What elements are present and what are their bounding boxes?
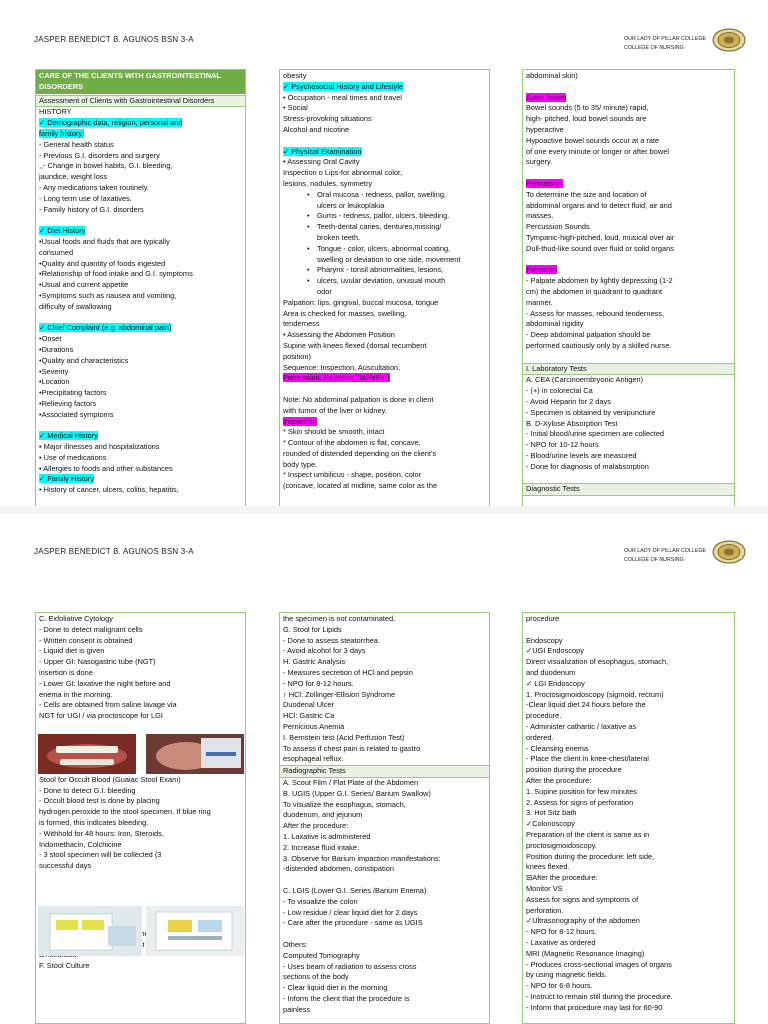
text-line: ✓ Chief Complaint (e.g. abdominal pain) xyxy=(39,323,172,333)
notes-column-1 xyxy=(35,69,246,507)
text-line: Sequence: Inspection, Auscultation, xyxy=(283,362,401,372)
text-line: - Blood/urine levels are measured xyxy=(526,450,637,460)
stool-test-kit-photo xyxy=(146,906,244,956)
text-line: Endoscopy xyxy=(526,635,563,645)
text-line: broken teeth. xyxy=(317,232,361,242)
text-line: position) xyxy=(283,351,311,361)
text-line: •Associated symptoms xyxy=(39,409,114,419)
text-line: Position during the procedure: left side, xyxy=(526,851,655,861)
text-line: C. Exfoliative Cytology xyxy=(39,614,113,623)
college-seal-icon xyxy=(712,28,746,52)
text-line: • Use of medications xyxy=(39,452,107,462)
text-line: 3. Hot Sitz bath xyxy=(526,808,577,818)
text-line: - Avoid alcohol for 3 days xyxy=(283,646,366,656)
text-line: - (+) in colorectal Ca xyxy=(526,386,593,396)
text-line: To visualize the esophagus, stomach, xyxy=(283,799,406,809)
text-line: Alcohol and nicotine xyxy=(283,124,350,134)
text-line: Preparation of the client is same as in xyxy=(526,829,650,839)
blank-line xyxy=(526,352,731,363)
text-line: - Liquid diet is given xyxy=(39,646,105,656)
text-line: • Gums - redness, pallor, ulcers, bleeding. xyxy=(307,211,450,221)
text-line: - NPO for 10-12 hours xyxy=(526,440,599,450)
text-line: • Allergies to foods and other substances xyxy=(39,463,173,473)
text-line: • Assessing the Abdomen Position xyxy=(283,330,395,340)
text-line: Tympanic-high-pitched, loud, musical over air xyxy=(526,232,675,242)
text-line: B. D-Xylose Absorption Test xyxy=(526,418,618,428)
text-line: - 3 stool specimen will be collected (3 xyxy=(39,850,162,860)
text-line: - Family history of G.I. disorders xyxy=(39,204,144,214)
text-line: rounded of distended depending on the client's xyxy=(283,448,437,458)
document-page-2 xyxy=(0,512,768,1024)
text-line: • Tongue - color, ulcers, abnormal coating, xyxy=(307,243,451,253)
text-line: - Uses beam of radiation to assess cross xyxy=(283,961,417,971)
college-seal-icon xyxy=(712,540,746,564)
text-line: •Durations xyxy=(39,344,74,354)
text-line: - Previous G.I. disorders and surgery xyxy=(39,150,160,160)
text-line: - Lower GI: laxative the night before and xyxy=(39,678,171,688)
text-line: - Assess for masses, rebound tenderness, xyxy=(526,308,665,318)
text-line: ulcers or leukoplakia xyxy=(317,200,385,210)
text-line: After the procedure: xyxy=(283,821,349,831)
text-line: 3. Observe for Barium impaction manifestations: xyxy=(283,853,441,863)
text-line: * Inspect umbilicus - shape, position, color xyxy=(283,470,422,480)
text-line: A. Scout Film / Flat Plate of the Abdomen xyxy=(283,777,419,787)
school-name xyxy=(624,35,706,53)
text-line: A. CEA (Carcinoembryonic Antigen) xyxy=(526,375,644,385)
text-line: - Care after the procedure - same as UGIS xyxy=(283,918,423,928)
text-line: 2. Increase fluid intake. xyxy=(283,842,360,852)
text-line: Supine with knees flexed (dorsal recumbent xyxy=(283,340,427,350)
blank-line xyxy=(526,472,731,483)
text-line: - Any medications taken routinely. xyxy=(39,182,149,192)
text-line: Note: No abdominal palpation is done in client xyxy=(283,394,434,404)
blank-line xyxy=(526,625,731,636)
blank-line xyxy=(283,136,486,147)
text-line: Palpation xyxy=(526,265,557,275)
text-line: •Severity xyxy=(39,366,69,376)
text-line: NGT for UGI / via proctoscope for LGI xyxy=(39,711,163,721)
text-line: surgery. xyxy=(526,157,553,167)
text-line: successful days xyxy=(39,861,92,871)
text-line: performed cautiously only by a skilled nurse. xyxy=(526,340,672,350)
notes-column-2 xyxy=(279,69,490,507)
text-line: MRI (Magnetic Resonance Imaging) xyxy=(526,948,645,958)
text-line: •Usual and current appetite xyxy=(39,280,129,290)
text-line: - Done for diagnosis of malabsorption xyxy=(526,461,649,471)
blank-line xyxy=(526,168,731,179)
text-line: abdominal organs and to detect fluid, air and xyxy=(526,200,672,210)
text-line: •Symptoms such as nausea and vomiting, xyxy=(39,290,177,300)
text-line: Hypoactive bowel sounds occur at a rate xyxy=(526,135,660,145)
text-line: Inspection o Lips-for abnormal color, xyxy=(283,168,403,178)
section-heading: Diagnostic Tests xyxy=(523,483,734,496)
text-line: •Precipitating factors xyxy=(39,388,107,398)
notes-column-2 xyxy=(279,612,490,1024)
text-line: - NPO for 8-12 hours. xyxy=(526,927,597,937)
student-name: JASPER BENEDICT B. AGUNOS BSN 3-A xyxy=(34,547,194,556)
notes-column-3 xyxy=(522,612,735,1024)
text-line: (concave, located at midline, same color as the xyxy=(283,481,438,491)
bullet-icon: • xyxy=(307,276,310,286)
text-line: of one every minute or longer or after bowel xyxy=(526,146,669,156)
text-line: - NPO for 6-8 hours. xyxy=(526,981,593,991)
text-line: -Clear liquid diet 24 hours before the xyxy=(526,700,646,710)
text-line: HISTORY xyxy=(39,107,72,117)
text-line: ✓ Psychosocial History and Lifestyle xyxy=(283,81,403,91)
bullet-icon: • xyxy=(307,222,310,232)
text-line: •Relieving factors xyxy=(39,398,97,408)
text-line: 1. Supine position for few minutes xyxy=(526,786,637,796)
text-line: •Relationship of food intake and G.I. symptoms xyxy=(39,269,193,279)
text-line: - Laxative as ordered xyxy=(526,937,596,947)
text-line: B. UGIS (Upper G.I. Series/ Barium Swallow) xyxy=(283,788,431,798)
text-line: - Written consent is obtained xyxy=(39,635,133,645)
text-line: hydrogen peroxide to the stool specimen. If blue ring xyxy=(39,807,211,817)
text-line: - General health status xyxy=(39,139,114,149)
text-line: - Done to assess steatorrhea. xyxy=(283,635,380,645)
text-line: - Cleansing enema. xyxy=(526,743,591,753)
text-line: procedure xyxy=(526,614,560,623)
text-line: I. Bernstein test (Acid Perfusion Test) xyxy=(283,732,405,742)
text-line: Others: xyxy=(283,939,308,949)
text-line: ⊟After the procedure: xyxy=(526,873,598,883)
text-line: - Initial blood/urine specimen are collected xyxy=(526,429,665,439)
text-line: abdominal skin) xyxy=(526,71,578,80)
text-line: Palpation: lips, gingival, buccal mucosa, tongue xyxy=(283,297,439,307)
blank-line xyxy=(283,929,486,940)
text-line: ✓ Family History xyxy=(39,474,95,484)
text-line: - Measures secretion of HCl and pepsin xyxy=(283,667,413,677)
text-line: - To visualize the colon xyxy=(283,896,358,906)
text-line: obesity xyxy=(283,71,307,80)
text-line: H. Gastric Analysis xyxy=(283,657,346,667)
text-line: ✓Colonoscopy xyxy=(526,819,575,829)
text-line: manner. xyxy=(526,297,553,307)
text-line: Direct visualization of esophagus, stomach, xyxy=(526,657,669,667)
school-line-1: OUR LADY OF PILLAR COLLEGE xyxy=(624,36,707,42)
blank-line xyxy=(526,82,731,93)
text-line: painless xyxy=(283,1004,311,1014)
text-line: consumed xyxy=(39,247,74,257)
procedure-photo xyxy=(146,734,244,774)
text-line: 1. Laxative is administered xyxy=(283,831,371,841)
text-line: - Palpate abdomen by lightly depressing (1-2 xyxy=(526,276,673,286)
text-line: proctosigmoidoscopy. xyxy=(526,840,597,850)
text-line: enema in the morning. xyxy=(39,689,113,699)
text-line: Area is checked for masses, swelling, xyxy=(283,308,407,318)
text-line: esophageal reflux. xyxy=(283,754,344,764)
text-line: - Long term use of laxatives. xyxy=(39,193,132,203)
page-separator xyxy=(0,506,768,514)
text-line: - Administer cathartic / laxative as xyxy=(526,721,637,731)
text-line: - Deep abdominal palpation should be xyxy=(526,330,651,340)
text-line: Stool for Occult Blood (Guaiac Stool Exam) xyxy=(39,774,181,784)
text-line: odor xyxy=(317,286,332,296)
text-line: perforation. xyxy=(526,905,564,915)
text-line: - Inform that procedure may last for 60-90 xyxy=(526,1002,663,1012)
mouth-photo xyxy=(38,734,136,774)
text-line: ✓ Diet History xyxy=(39,226,86,236)
text-line: Monitor VS xyxy=(526,883,563,893)
text-line: - Done to detect G.I. bleeding xyxy=(39,785,136,795)
section-subtitle: Assessment of Clients with Gastrointestinal Disorders xyxy=(36,95,245,108)
text-line: •Location xyxy=(39,377,70,387)
text-line: - NPO for 8-12 hours. xyxy=(283,678,354,688)
text-line: and duodenum xyxy=(526,667,576,677)
text-line: • Major illnesses and hospitalizations xyxy=(39,442,160,452)
blank-line xyxy=(39,215,242,226)
text-line: After the procedure: xyxy=(526,775,592,785)
text-line: Stress-provoking situations xyxy=(283,114,372,124)
text-line: Pernicious Anemia xyxy=(283,721,345,731)
text-line: ordered. xyxy=(526,732,554,742)
text-line: ✓ Demographic data, religion, personal and xyxy=(39,118,183,128)
text-line: - Upper GI: Nasogastric tube (NGT) xyxy=(39,657,156,667)
school-line-2: COLLEGE OF NURSING xyxy=(624,45,684,51)
text-line: G. Stool for Lipids xyxy=(283,624,342,634)
text-line: Percussion Sounds xyxy=(526,222,590,232)
text-line: Percussion xyxy=(526,178,563,188)
stool-test-card-photo xyxy=(38,906,142,956)
text-line: • Occupation - meal times and travel xyxy=(283,92,402,102)
text-line: insertion is done xyxy=(39,667,93,677)
text-line: •Quality and characteristics xyxy=(39,355,129,365)
text-line: •Usual foods and fluids that are typically xyxy=(39,236,170,246)
text-line: sections of the body xyxy=(283,972,349,982)
text-line: •Quality and quantity of foods ingested xyxy=(39,258,166,268)
text-line: * Contour of the abdomen is flat, concave, xyxy=(283,438,421,448)
text-line: Percussion, Palpation("IAPePa") xyxy=(283,373,390,383)
text-line: • Assessing Oral Cavity xyxy=(283,157,360,167)
text-line: ✓ Physical Examination xyxy=(283,146,362,156)
text-line: swelling or deviation to one side, movement xyxy=(317,254,461,264)
text-line: Bowel sounds (5 to 35/ minute) rapid, xyxy=(526,103,649,113)
text-line: position during the procedure xyxy=(526,765,622,775)
text-line: Auscultation xyxy=(526,92,567,102)
text-line: tenderness xyxy=(283,319,320,329)
text-line: - Withhold for 48 hours: Iron, Steroids, xyxy=(39,828,164,838)
text-line: high- pitched, loud bowel sounds are xyxy=(526,114,647,124)
text-line: • Social xyxy=(283,103,308,113)
text-line: HCl: Gastric Ca xyxy=(283,711,335,721)
text-line: Dull-thud-like sound over fluid or solid organs xyxy=(526,243,674,253)
section-title: CARE OF THE CLIENTS WITH GASTROINTESTINAL DISORDERS xyxy=(36,70,245,94)
bullet-icon: • xyxy=(307,211,310,221)
text-line: To determine the size and location of xyxy=(526,189,647,199)
text-line: 1. Proctosigmoidoscopy (sigmoid, rectum) xyxy=(526,689,664,699)
blank-line xyxy=(39,421,242,432)
text-line: hyperactive xyxy=(526,124,564,134)
bullet-icon: • xyxy=(307,265,310,275)
notes-column-3 xyxy=(522,69,735,507)
text-line: Inspection xyxy=(283,416,317,426)
text-line: the specimen is not contaminated. xyxy=(283,614,396,623)
text-line: - Inform the client that the procedure is xyxy=(283,993,410,1003)
text-line: ✓ LGI Endoscopy xyxy=(526,678,585,688)
text-line: procedure. xyxy=(526,711,562,721)
blank-line xyxy=(283,875,486,886)
text-line: - Place the client in knee-chest/lateral xyxy=(526,754,649,764)
text-line: * Skin should be smooth, intact xyxy=(283,427,385,437)
school-line-1: OUR LADY OF PILLAR COLLEGE xyxy=(624,548,707,554)
blank-line xyxy=(39,313,242,324)
school-line-2: COLLEGE OF NURSING xyxy=(624,557,684,563)
text-line: abdominal rigidity xyxy=(526,319,584,329)
text-line: ✓ Medical History xyxy=(39,431,98,441)
text-line: duodenum, and jejunum xyxy=(283,810,363,820)
text-line: - Cells are obtained from saline lavage via xyxy=(39,700,177,710)
text-line: Computed Tomography xyxy=(283,950,360,960)
text-line: with tumor of the liver or kidney. xyxy=(283,405,387,415)
text-line: family history: xyxy=(39,128,85,138)
text-line: To assess if chest pain is related to gastro xyxy=(283,743,421,753)
text-line: -distended abdomen, constipation xyxy=(283,864,394,874)
section-heading: I. Laboratory Tests xyxy=(523,363,734,376)
bullet-icon: • xyxy=(307,243,310,253)
student-name: JASPER BENEDICT B. AGUNOS BSN 3-A xyxy=(34,35,194,44)
text-line: - Instruct to remain still during the procedure. xyxy=(526,991,673,1001)
text-line: Assess for signs and symptoms of xyxy=(526,894,639,904)
text-line: - Specimen is obtained by venipuncture xyxy=(526,407,656,417)
text-line: jaundice, weight loss xyxy=(39,172,108,182)
text-line: - Clear liquid diet in the morning xyxy=(283,983,388,993)
text-line: ,,- Change in bowel habits, G.I. bleeding, xyxy=(39,161,173,171)
text-line: ↑ HCl: Zollinger-Ellision Syndrome xyxy=(283,689,396,699)
text-line: • Pharynx - tonsil abnormalities, lesions, xyxy=(307,265,444,275)
text-line: • ulcers, uvular deviation, unusual mouth xyxy=(307,276,446,286)
text-line: Duodenal Ulcer xyxy=(283,700,334,710)
text-line: • Teeth-dental caries, dentures,missing/ xyxy=(307,222,442,232)
text-line: - Produces cross-sectional images of organs xyxy=(526,959,672,969)
text-line: difficulty of swallowing xyxy=(39,301,112,311)
text-line: F. Stool Culture xyxy=(39,961,90,971)
text-line: • History of cancer, ulcers, colitis, hepatitis, xyxy=(39,485,179,495)
text-line: - Low residue / clear liquid diet for 2 days xyxy=(283,907,418,917)
blank-line xyxy=(526,255,731,266)
text-line: ✓Ultrasonography of the abdomen xyxy=(526,916,640,926)
text-line: 2. Assess for signs of perforation xyxy=(526,797,634,807)
school-name xyxy=(624,547,706,565)
bullet-icon: • xyxy=(307,189,310,199)
text-line: - Occult blood test is done by placing xyxy=(39,796,160,806)
section-heading: Radiographic Tests xyxy=(280,765,489,778)
text-line: Indomethacin, Colchicine xyxy=(39,839,122,849)
text-line: •Onset xyxy=(39,334,62,344)
blank-line xyxy=(283,384,486,395)
text-line: - Avoid Heparin for 2 days xyxy=(526,396,611,406)
text-line: C. LGIS (Lower G.I. Series /Barium Enema) xyxy=(283,885,427,895)
notes-column-1 xyxy=(35,612,246,1024)
text-line: body type. xyxy=(283,459,318,469)
text-line: by using magnetic fields. xyxy=(526,970,607,980)
text-line: ✓UGI Endoscopy xyxy=(526,646,584,656)
text-line: masses. xyxy=(526,211,554,221)
text-line: lesions, nodules, symmetry xyxy=(283,178,373,188)
text-line: is formed, this indicates bleeding. xyxy=(39,817,149,827)
text-line: knees flexed. xyxy=(526,862,570,872)
text-line: • Oral mucosa - redness, pallor, swelling, xyxy=(307,189,446,199)
text-line: cm) the abdomen in quadrant to quadrant xyxy=(526,286,662,296)
text-line: - Done to detect malignant cells xyxy=(39,624,143,634)
